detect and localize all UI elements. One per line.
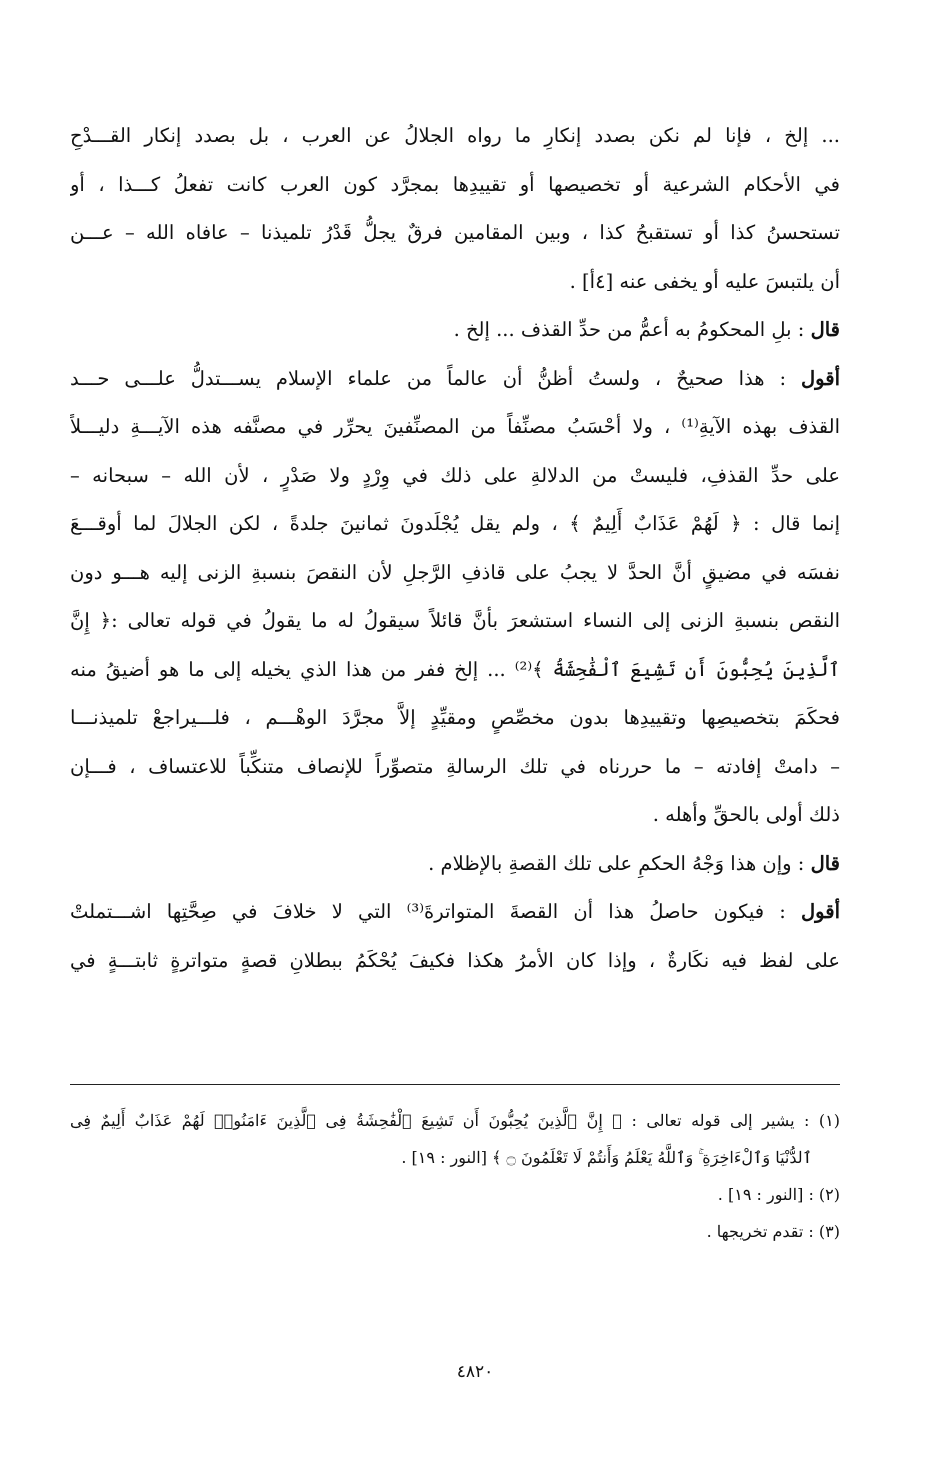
speaker-keyword: قال: [810, 318, 840, 341]
text-line: أن يلتبسَ عليه أو يخفى عنه [٤أ] .: [569, 269, 840, 293]
footnote-line: (٢) : [النور : ١٩] .: [717, 1185, 840, 1204]
speaker-keyword: أقول: [801, 900, 840, 923]
text-line: النقص بنسبةِ الزنى إلى النساء استشعرَ بأنَّ قائلاً سيقولُ له ما يقولُ في قوله تعالى :﴿ إِنَّ: [70, 609, 840, 632]
text-line: تستحسنُ كذا أو تستقبحُ كذا ، وبين المقامين فرقٌ يجلُّ قَدْرُ تلميذنا – عافاه الله – عـــن: [70, 221, 840, 244]
text-line: قال : بلِ المحكومُ به أعمُّ من حدِّ القذف ... إلخ .: [453, 318, 840, 341]
text-line: ٱلَّذِينَ يُحِبُّونَ أَن تَشِيعَ ٱلْفَٰحِشَةُ ﴾⁽²⁾ ... إلخ ففر من هذا الذي يخيله إلى ما هو أضيقُ منه: [70, 657, 840, 681]
text-line: أقول : هذا صحيحٌ ، ولستُ أظنُّ أن عالماً من علماء الإسلام يســـتدلُّ علـــى حـــد: [70, 366, 840, 390]
text-line: ذلك أولى بالحقِّ وأهله .: [652, 803, 840, 826]
text-line: – دامتْ إفادته – ما حررناه في تلك الرسالةِ متصوِّراً للإنصاف متنكِّباً للاعتساف ، فـــإن: [70, 754, 840, 778]
text-line: على لفظ فيه نكَارةٌ ، وإذا كان الأمرُ هكذا فكيفَ يُحْكَمُ ببطلانِ قصةٍ متواترةٍ ثابتـــةٍ في: [70, 948, 840, 972]
speaker-keyword: أقول: [801, 366, 840, 390]
footnote-line: (٣) : تقدم تخريجها .: [706, 1222, 840, 1241]
text-line: في الأحكام الشرعية أو تخصيصها أو تقييدِها بمجرَّد كون العرب كانت تفعلُ كـــذا ، أو: [70, 172, 840, 196]
text-line: أقول : فيكون حاصلُ هذا أن القصةَ المتواترةَ⁽³⁾ التي لا خلافَ في صِحَّتِها اشـــتملتْ: [70, 900, 840, 923]
footnote-line: (١) : يشير إلى قوله تعالى : ﴿ إِنَّ ٱلَّذِينَ يُحِبُّونَ أَن تَشِيعَ ٱلْفَٰحِشَةُ فِى ٱلَّذِينَ ءَامَنُوا۟ لَهُمْ عَذَابٌ أَلِيمٌ فِى: [70, 1111, 840, 1130]
footnote-divider: [70, 1084, 840, 1085]
text-line: فحكَمَ بتخصيصِها وتقييدِها بدون مخصِّصٍ ومقيِّدٍ إلاَّ مجرَّدَ الوهْـــم ، فلـــيراجعْ تلميذنـــا: [70, 706, 840, 729]
main-text: [70, 112, 840, 985]
text-line: إنما قال : ﴿ لَهُمْ عَذَابٌ أَلِيمٌ ﴾ ، ولم يقل يُجْلَدونَ ثمانينَ جلدةً ، لكن الجلالَ لما أوقـــعَ: [70, 512, 840, 535]
page-number: ٤٨٢٠: [456, 1362, 494, 1382]
text-line: على حدِّ القذفِ، فليستْ من الدلالةِ على ذلك في وِرْدٍ ولا صَدْرٍ ، لأن الله – سبحانه –: [70, 463, 840, 487]
speaker-keyword: قال: [810, 851, 840, 875]
text-line: القذف بهذه الآيةِ⁽¹⁾ ، ولا أحْسَبُ مصنِّفاً من المصنِّفينَ يحرِّر في مصنَّفه هذه الآيـــةِ دليـــلاً: [70, 415, 840, 438]
text-line: قال : وإن هذا وَجْهُ الحكمِ على تلك القصةِ بالإظلام .: [428, 851, 840, 875]
footnotes: [70, 1102, 840, 1250]
text-line: ... إلخ ، فإنا لم نكن بصدد إنكارِ ما رواه الجلالُ عن العرب ، بل بصدد إنكار القـــدْحِ: [70, 124, 840, 147]
text-line: نفسَه في مضيقٍ أنَّ الحدَّ لا يجبُ على قاذفِ الرَّجلِ لأن النقصَ بنسبةِ الزنى إليه هـــو دون: [70, 560, 840, 584]
footnote-line: ٱلدُّنْيَا وَٱلْءَاخِرَةِ ۚ وَٱللَّهُ يَعْلَمُ وَأَنتُمْ لَا تَعْلَمُونَ ۝ ﴾ [النور : ١٩] .: [401, 1148, 812, 1167]
page-body: [70, 112, 840, 985]
